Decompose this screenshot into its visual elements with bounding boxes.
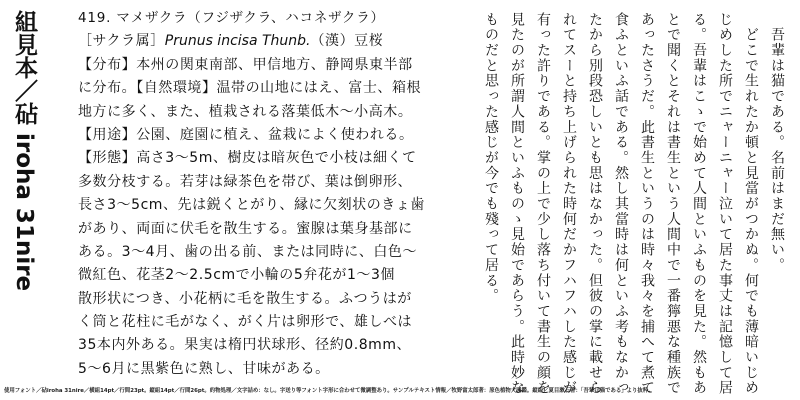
- horizontal-specimen: [78, 7, 450, 377]
- latin-name: Prunus incisa Thunb.: [164, 33, 311, 50]
- spec-line: 散形状につき、小花柄に毛を散生する。ふつうはが: [78, 290, 412, 307]
- vertical-line: 吾輩は猫である。名前はまだ無い。: [769, 12, 785, 273]
- vertical-line: あったさうだ。此書生というのは時々我々を捕へて煮て: [639, 12, 655, 396]
- spec-line: 【形態】高さ3～5m、樹皮は暗灰色で小枝は細くて: [78, 150, 417, 167]
- vertical-line: る。吾輩はこゝで始めて人間といふものを見た。然もあ: [691, 12, 707, 396]
- spec-line: 5～6月に黒紫色に熟し、甘味がある。: [78, 360, 330, 377]
- spec-line: に分布。【自然環境】温帯の山地にはえ、富士、箱根: [78, 80, 422, 97]
- vertical-line: じめした所でニャーニャー泣いて居た事丈は記憶して居: [717, 12, 733, 396]
- spec-line: ある。3～4月、歯の出る前、または同時に、白色～: [78, 243, 418, 260]
- spec-line: 地方に多く、また、植栽される落葉低木～小高木。: [78, 103, 413, 120]
- kanji-name: （漢）豆桜: [310, 33, 384, 50]
- vertical-line: ものだと思った感じが今でも殘って居る。: [483, 12, 499, 304]
- spec-line: 419. マメザクラ（フジザクラ、ハコネザクラ）: [78, 10, 385, 26]
- spec-line: 多数分枝する。若芽は緑茶色を帯び、葉は倒卵形、: [78, 173, 413, 190]
- spec-line: 微紅色、花茎2～2.5cmで小輪の5弁花が1～3個: [78, 267, 395, 284]
- spec-line: 35本内外ある。果実は楕円状球形、径約0.8mm、: [78, 337, 412, 354]
- spec-line: く筒と花柱に毛がなく、がく片は卵形で、雄しべは: [78, 314, 413, 331]
- specimen-title: 組見本／砧 iroha 31nire: [11, 10, 37, 292]
- vertical-line: たから別段恐しいとも思はなかった。但彼の掌に載せら: [587, 12, 603, 396]
- spec-line: 【分布】本州の関東南部、甲信地方、静岡県東半部: [78, 56, 413, 73]
- vertical-specimen: [440, 12, 790, 396]
- spec-line: [78, 30, 450, 53]
- vertical-line: 食ふといふ話である。然し其當時は何といふ考もなかっ: [613, 12, 629, 396]
- spec-line: 【用途】公園、庭園に植え、盆栽によく使われる。: [78, 126, 414, 143]
- spec-line: があり、両面に伏毛を散生する。蜜腺は葉身基部に: [78, 220, 413, 237]
- vertical-line: 見たのが所謂人間といふものゝ見始であらう。此時妙な: [509, 12, 525, 396]
- genus-label: ［サクラ属］: [78, 33, 165, 50]
- vertical-line: 有った許りである。掌の上で少し落ち付いて書生の顔を: [535, 12, 551, 396]
- vertical-line: どこで生れたか頓と見當がつかぬ。何でも薄暗いじめ: [743, 12, 759, 396]
- spec-line: 長さ3～5cm、先は鋭くとがり、縁に欠刻状のきょ歯: [78, 197, 425, 214]
- vertical-line: とで聞くとそれは書生という人間中で一番獰悪な種族で: [665, 12, 681, 396]
- vertical-line: れてスーと持ち上げられた時何だかフハフハした感じが: [561, 12, 577, 396]
- footer-credits: 使用フォント／砧iroha 31nire／横組14pt／行間23pt。縦組14pt／行間26pt。約物処理／文字詰め：なし。字送り等フォント字形に合わせて微調整あり。サンプルテキスト情報／牧野富太郎著：原色植物大図鑑。縦組／夏目漱石著：「吾輩は猫である」より抜粋。: [4, 388, 654, 394]
